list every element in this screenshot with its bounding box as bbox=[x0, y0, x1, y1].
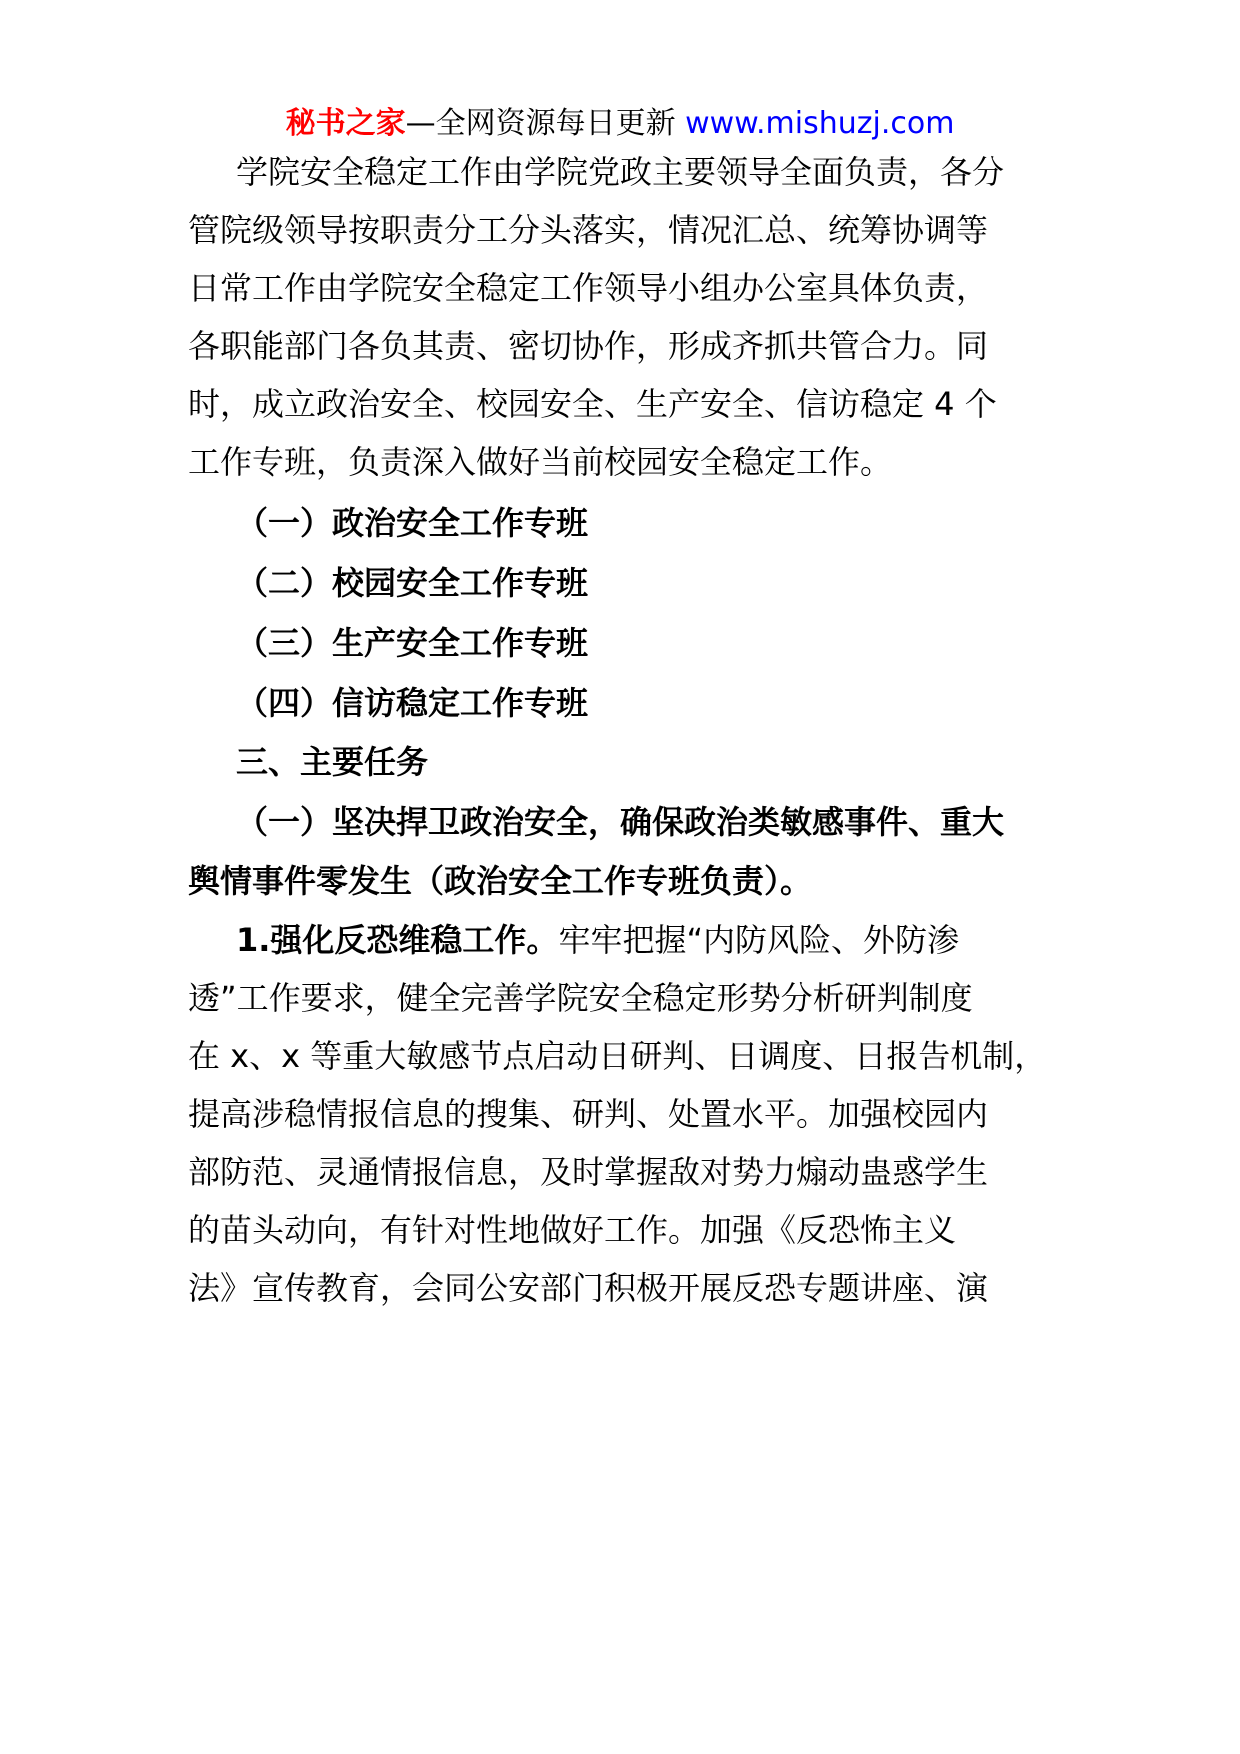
item-1-text: 牢牢把握“内防风险、外防渗 bbox=[558, 921, 960, 959]
body-text-line: 管院级领导按职责分工分头落实，情况汇总、统筹协调等 bbox=[188, 211, 989, 249]
body-text-line: 的苗头动向，有针对性地做好工作。加强《反恐怖主义 bbox=[188, 1211, 957, 1249]
heading-team-3: （三）生产安全工作专班 bbox=[236, 624, 589, 662]
heading-subsection-1-cont: 舆情事件零发生（政治安全工作专班负责）。 bbox=[188, 862, 813, 900]
heading-section-3: 三、主要任务 bbox=[236, 743, 429, 781]
body-text-line bbox=[236, 920, 959, 960]
header-url[interactable]: www.mishuzj.com bbox=[685, 106, 955, 141]
body-text-line: 各职能部门各负其责、密切协作，形成齐抓共管合力。同 bbox=[188, 327, 989, 365]
item-1-title: 1.强化反恐维稳工作。 bbox=[236, 921, 559, 959]
heading-subsection-1: （一）坚决捍卫政治安全，确保政治类敏感事件、重大 bbox=[236, 803, 1005, 841]
heading-team-2: （二）校园安全工作专班 bbox=[236, 564, 589, 602]
body-text-line: 在 x、x 等重大敏感节点启动日研判、日调度、日报告机制， bbox=[188, 1037, 1047, 1075]
body-text-line: 提高涉稳情报信息的搜集、研判、处置水平。加强校园内 bbox=[188, 1095, 989, 1133]
body-text-line: 日常工作由学院安全稳定工作领导小组办公室具体负责， bbox=[188, 269, 989, 307]
page-header bbox=[0, 104, 1240, 144]
body-text-line: 法》宣传教育，会同公安部门积极开展反恐专题讲座、演 bbox=[188, 1269, 989, 1307]
body-text-line: 透”工作要求，健全完善学院安全稳定形势分析研判制度 bbox=[188, 979, 973, 1017]
heading-team-4: （四）信访稳定工作专班 bbox=[236, 684, 589, 722]
header-brand: 秘书之家 bbox=[285, 106, 406, 141]
header-slogan: —全网资源每日更新 bbox=[405, 106, 676, 141]
body-text-line: 时，成立政治安全、校园安全、生产安全、信访稳定 4 个 bbox=[188, 385, 997, 423]
body-text-line: 学院安全稳定工作由学院党政主要领导全面负责，各分 bbox=[236, 153, 1005, 191]
body-text-line: 工作专班，负责深入做好当前校园安全稳定工作。 bbox=[188, 443, 893, 481]
body-text-line: 部防范、灵通情报信息，及时掌握敌对势力煽动蛊惑学生 bbox=[188, 1153, 989, 1191]
heading-team-1: （一）政治安全工作专班 bbox=[236, 504, 589, 542]
